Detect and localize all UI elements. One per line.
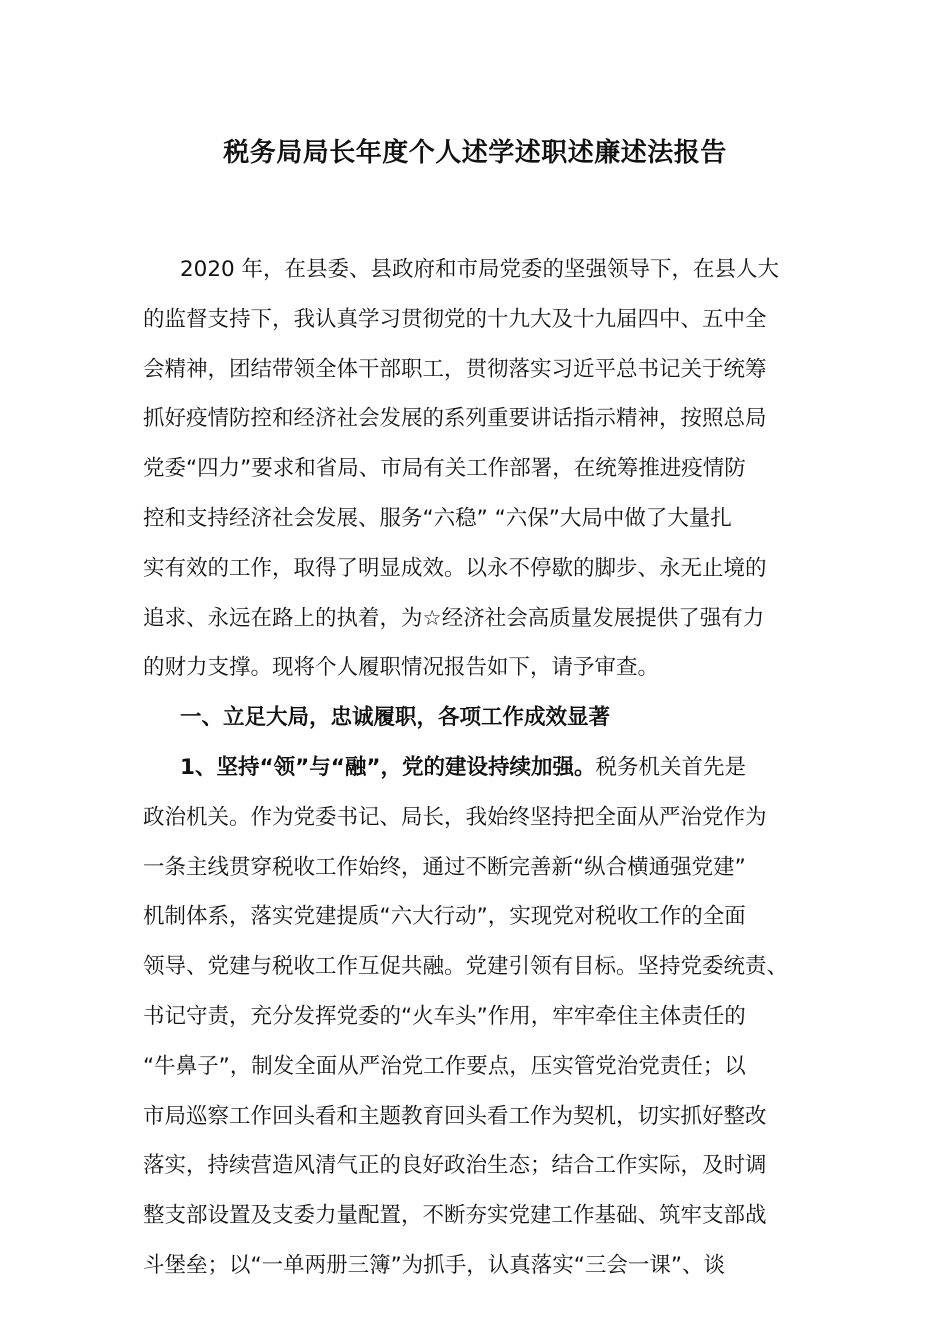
document-body <box>143 245 811 1291</box>
intro-line: 的监督支持下，我认真学习贯彻党的十九大及十九届四中、五中全 <box>143 306 767 332</box>
section-heading: 一、立足大局，忠诚履职，各项工作成效显著 <box>180 705 611 731</box>
intro-line: 控和支持经济社会发展、服务“六稳” “六保”大局中做了大量扎 <box>143 505 732 531</box>
item-heading: 1、坚持“领”与“融”，党的建设持续加强。 <box>180 754 596 780</box>
document-title: 税务局局长年度个人述学述职述廉述法报告 <box>223 138 727 168</box>
item-line: 书记守责，充分发挥党委的“火车头”作用，牢牢牵住主体责任的 <box>143 1003 746 1029</box>
item-line: 市局巡察工作回头看和主题教育回头看工作为契机，切实抓好整改 <box>143 1103 767 1129</box>
item-line: 领导、党建与税收工作互促共融。党建引领有目标。坚持党委统责、 <box>143 954 789 980</box>
intro-line: 抓好疫情防控和经济社会发展的系列重要讲话指示精神，按照总局 <box>143 406 767 432</box>
item-heading-continuation: 税务机关首先是 <box>595 754 746 780</box>
intro-line: 会精神，团结带领全体干部职工，贯彻落实习近平总书记关于统筹 <box>143 356 767 382</box>
item-line: 整支部设置及支委力量配置，不断夯实党建工作基础、筑牢支部战 <box>143 1203 767 1229</box>
intro-line: 党委“四力”要求和省局、市局有关工作部署，在统筹推进疫情防 <box>143 456 746 482</box>
item-line: 斗堡垒；以“一单两册三簿”为抓手，认真落实“三会一课”、谈 <box>143 1252 726 1278</box>
item-first-line <box>143 743 811 793</box>
intro-line: 2020 年，在县委、县政府和市局党委的坚强领导下，在县人大 <box>180 257 780 282</box>
item-line: 落实，持续营造风清气正的良好政治生态；结合工作实际，及时调 <box>143 1153 767 1179</box>
intro-line: 的财力支撑。现将个人履职情况报告如下，请予审查。 <box>143 655 660 681</box>
item-line: “牛鼻子”，制发全面从严治党工作要点，压实管党治党责任；以 <box>143 1053 746 1079</box>
item-line: 机制体系，落实党建提质“六大行动”，实现党对税收工作的全面 <box>143 904 746 930</box>
item-line: 一条主线贯穿税收工作始终，通过不断完善新“纵合横通强党建” <box>143 854 746 880</box>
intro-line: 追求、永远在路上的执着，为☆经济社会高质量发展提供了强有力 <box>143 605 765 631</box>
item-line: 政治机关。作为党委书记、局长，我始终坚持把全面从严治党作为 <box>143 804 767 830</box>
intro-line: 实有效的工作，取得了明显成效。以永不停歇的脚步、永无止境的 <box>143 555 767 581</box>
